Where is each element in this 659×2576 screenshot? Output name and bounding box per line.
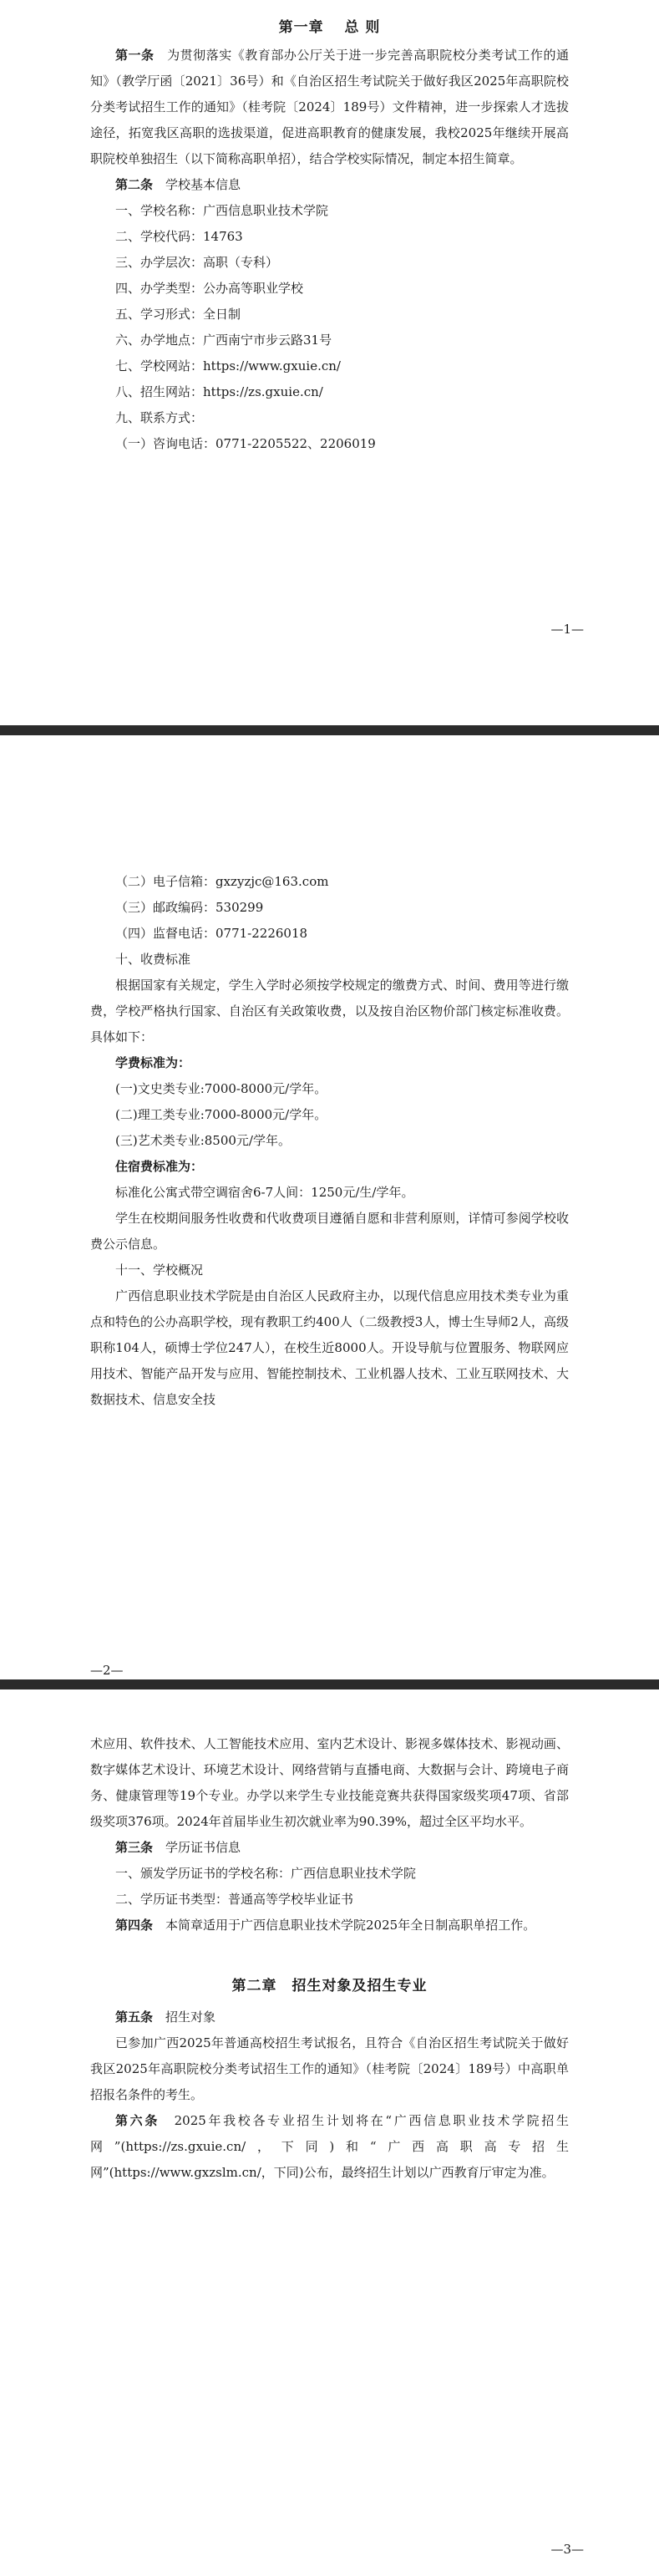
article-5 bbox=[90, 2004, 569, 2030]
article-4 bbox=[90, 1913, 569, 1938]
tuition-item: (三)艺术类专业:8500元/学年。 bbox=[115, 1133, 291, 1148]
article-3-label: 第三条 bbox=[115, 1840, 154, 1855]
article-5-body: 已参加广西2025年普通高校招生考试报名，且符合《自治区招生考试院关于做好我区2025年高职院校分类考试招生工作的通知》（桂考院〔2024〕189号）中高职单招报名条件的考生。 bbox=[90, 2035, 569, 2102]
document-page-2 bbox=[0, 735, 659, 1679]
fee-intro: 根据国家有关规定，学生入学时必须按学校规定的缴费方式、时间、费用等进行缴费，学校严格执行国家、自治区有关政策收费，以及按自治区物价部门核定标准收费。具体如下： bbox=[90, 978, 569, 1044]
tuition-item: (二)理工类专业:7000-8000元/学年。 bbox=[115, 1107, 327, 1122]
school-info-item: 一、学校名称：广西信息职业技术学院 bbox=[115, 203, 329, 218]
article-6-text: 2025年我校各专业招生计划将在“广西信息职业技术学院招生网”(https://zs.gxuie.cn/，下同)和“广西高职高专招生网”(https://www.gxzslm.cn/，下同)公布，最终招生计划以广西教育厅审定为准。 bbox=[90, 2113, 569, 2180]
contact-item: （二）电子信箱：gxzyzjc@163.com bbox=[115, 874, 329, 889]
overview-text: 广西信息职业技术学院是由自治区人民政府主办，以现代信息应用技术类专业为重点和特色的公办高职学校，现有教职工约400人（二级教授3人，博士生导师2人，高级职称104人，硕博士学位247人），在校生近8000人。开设导航与位置服务、物联网应用技术、智能产品开发与应用、智能控制技术、工业机器人技术、工业互联网技术、大数据技术、信息安全技 bbox=[90, 1288, 569, 1407]
contact-item: （四）监督电话：0771-2226018 bbox=[115, 926, 308, 941]
article-6 bbox=[90, 2108, 569, 2186]
school-info-item: 三、办学层次：高职（专科） bbox=[115, 255, 279, 270]
article-4-label: 第四条 bbox=[115, 1918, 154, 1933]
article-5-label: 第五条 bbox=[115, 2009, 154, 2025]
page-separator bbox=[0, 1679, 659, 1689]
article-5-text: 招生对象 bbox=[153, 2009, 216, 2025]
article-1-label: 第一条 bbox=[115, 48, 155, 63]
document-page-1 bbox=[0, 0, 659, 725]
school-info-item: 八、招生网站：https://zs.gxuie.cn/ bbox=[115, 384, 323, 399]
school-info-item: 六、办学地点：广西南宁市步云路31号 bbox=[115, 333, 332, 348]
page-2-content bbox=[90, 869, 569, 1413]
tuition-item: (一)文史类专业:7000-8000元/学年。 bbox=[115, 1081, 327, 1096]
article-2-text: 学校基本信息 bbox=[153, 177, 241, 192]
school-info-item: 九、联系方式： bbox=[115, 410, 204, 425]
page-separator bbox=[0, 725, 659, 735]
page-3-content bbox=[90, 1731, 569, 2186]
school-info-item: 二、学校代码：14763 bbox=[115, 229, 243, 244]
page-number-2: —2— bbox=[90, 1663, 124, 1678]
article-2 bbox=[90, 172, 569, 198]
article-1-text: 为贯彻落实《教育部办公厅关于进一步完善高职院校分类考试工作的通知》（教学厅函〔2021〕36号）和《自治区招生考试院关于做好我区2025年高职院校分类考试招生工作的通知》（桂考院〔2024〕189号）文件精神，进一步探索人才选拔途径，拓宽我区高职的选拔渠道，促进高职教育的健康发展，我校2025年继续开展高职院校单独招生（以下简称高职单招），结合学校实际情况，制定本招生简章。 bbox=[90, 48, 569, 166]
school-info-item: （一）咨询电话：0771-2205522、2206019 bbox=[115, 436, 376, 451]
school-info-item: 七、学校网站：https://www.gxuie.cn/ bbox=[115, 358, 341, 373]
document-page-3 bbox=[0, 1689, 659, 2576]
page-1-content bbox=[90, 15, 569, 457]
school-info-item: 四、办学类型：公办高等职业学校 bbox=[115, 281, 304, 296]
article-6-label: 第六条 bbox=[115, 2113, 160, 2128]
overview-heading: 十一、学校概况 bbox=[115, 1263, 204, 1278]
school-info-item: 五、学习形式：全日制 bbox=[115, 307, 241, 322]
dorm-label: 住宿费标准为： bbox=[115, 1159, 204, 1174]
cert-item: 二、学历证书类型：普通高等学校毕业证书 bbox=[115, 1892, 354, 1907]
tuition-label: 学费标准为： bbox=[115, 1055, 191, 1070]
service-fee-text: 学生在校期间服务性收费和代收费项目遵循自愿和非营利原则，详情可参阅学校收费公示信息。 bbox=[90, 1211, 569, 1252]
article-3-text: 学历证书信息 bbox=[153, 1840, 241, 1855]
dorm-text: 标准化公寓式带空调宿舍6-7人间：1250元/生/学年。 bbox=[115, 1185, 414, 1200]
page-number-1: —1— bbox=[550, 622, 584, 637]
overview-continued: 术应用、软件技术、人工智能技术应用、室内艺术设计、影视多媒体技术、影视动画、数字媒体艺术设计、环境艺术设计、网络营销与直播电商、大数据与会计、跨境电子商务、健康管理等19个专业。办学以来学生专业技能竞赛共获得国家级奖项47项、省部级奖项376项。2024年首届毕业生初次就业率为90.39%，超过全区平均水平。 bbox=[90, 1736, 569, 1829]
chapter-1-title: 第一章 总 则 bbox=[278, 19, 381, 36]
fee-heading: 十、收费标准 bbox=[115, 952, 191, 967]
contact-item: （三）邮政编码：530299 bbox=[115, 900, 264, 915]
page-number-3: —3— bbox=[550, 2542, 584, 2557]
article-4-text: 本简章适用于广西信息职业技术学院2025年全日制高职单招工作。 bbox=[153, 1918, 536, 1933]
article-1 bbox=[90, 43, 569, 172]
article-2-label: 第二条 bbox=[115, 177, 154, 192]
chapter-2-title: 第二章 招生对象及招生专业 bbox=[231, 1978, 428, 1994]
article-3 bbox=[90, 1835, 569, 1861]
cert-item: 一、颁发学历证书的学校名称：广西信息职业技术学院 bbox=[115, 1866, 417, 1881]
